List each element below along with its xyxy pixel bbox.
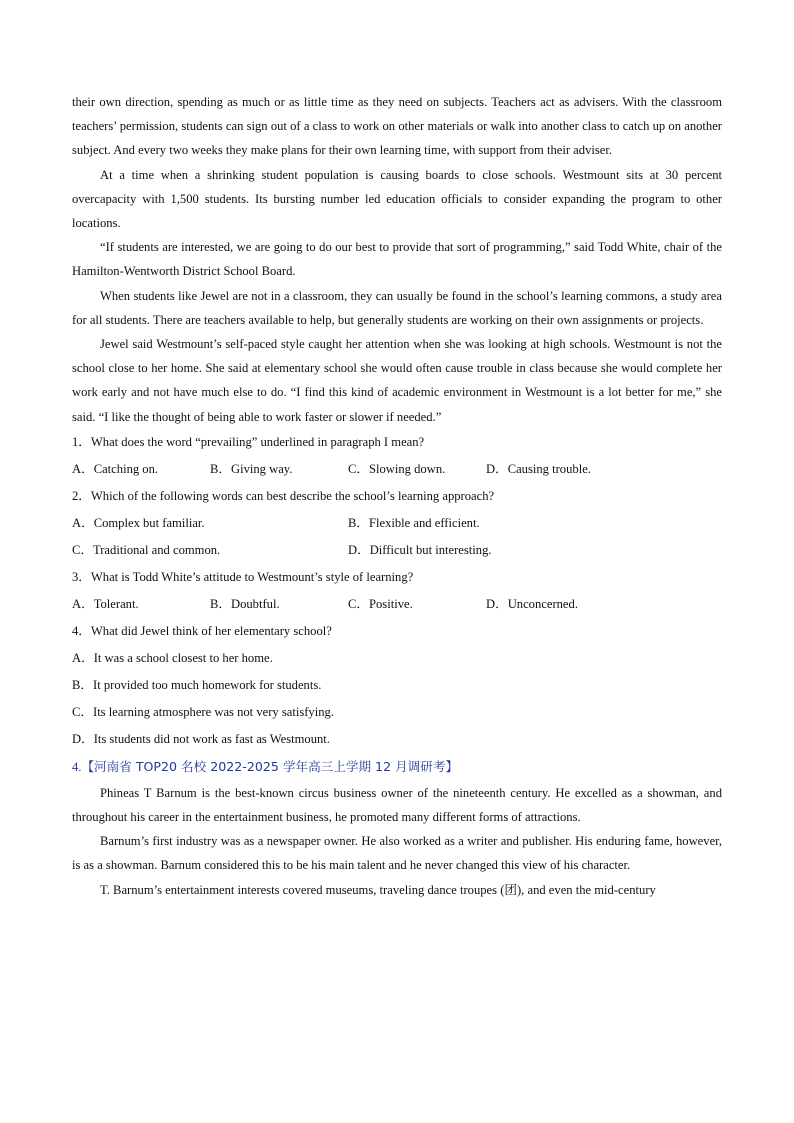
answer-option[interactable]: A．Catching on.: [72, 461, 159, 476]
passage-1: [72, 90, 722, 429]
questions: [72, 429, 722, 753]
answer-option[interactable]: A．Complex but familiar.: [72, 515, 205, 530]
answer-option[interactable]: B．Doubtful.: [210, 596, 280, 611]
paragraph: Barnum’s first industry was as a newspaper owner. He also worked as a writer and publisher. His enduring fame, however, is as a showman. Barnum considered this to be his main talent and he never changed this view of his character.: [72, 834, 722, 873]
answer-option[interactable]: D．Unconcerned.: [486, 596, 578, 611]
options-row: [72, 591, 722, 618]
paragraph: Phineas T Barnum is the best-known circus business owner of the nineteenth century. He excelled as a showman, and throughout his career in the entertainment business, he promoted many different forms of attractions.: [72, 785, 722, 825]
answer-option[interactable]: A．Tolerant.: [72, 596, 139, 611]
passage-2: [72, 781, 722, 902]
answer-option[interactable]: C．Its learning atmosphere was not very satisfying.: [72, 704, 334, 719]
answer-option[interactable]: C．Slowing down.: [348, 461, 446, 476]
answer-option[interactable]: B．Giving way.: [210, 461, 293, 476]
document-page: [72, 90, 722, 902]
paragraph: T. Barnum’s entertainment interests covered museums, traveling dance troupes (团), and even the mid-century: [100, 882, 656, 897]
answer-option[interactable]: A．It was a school closest to her home.: [72, 650, 273, 665]
question-stem: 2．Which of the following words can best describe the school’s learning approach?: [72, 488, 495, 503]
paragraph: Jewel said Westmount’s self-paced style caught her attention when she was looking at high schools. Westmount is not the school close to her home. She said at elementary school she would often cause trouble in class because she would complete her work early and not have much else to do. “I find this kind of academic environment in Westmount is a lot better for me,” she said. “I like the thought of being able to work faster or slower if needed.”: [72, 337, 722, 424]
answer-option[interactable]: D．Its students did not work as fast as Westmount.: [72, 731, 330, 746]
question-stem: 3．What is Todd White’s attitude to Westmount’s style of learning?: [72, 569, 414, 584]
options-row: [72, 456, 722, 483]
paragraph: At a time when a shrinking student population is causing boards to close schools. Westmount sits at 30 percent overcapacity with 1,500 students. Its bursting number led education officials to consider expanding the program to other locations.: [72, 167, 722, 231]
section-title: 【河南省 TOP20 名校 2022-2025 学年高三上学期 12 月调研考】: [81, 758, 459, 774]
paragraph: their own direction, spending as much or as little time as they need on subjects. Teachers act as advisers. With the classroom teachers’ permission, students can sign out of a class to work on other materials or walk into another class to catch up on another subject. And every two weeks they make plans for their own learning time, with support from their adviser.: [72, 95, 722, 158]
answer-option[interactable]: D．Difficult but interesting.: [348, 542, 492, 557]
options-row: [72, 537, 722, 564]
answer-option[interactable]: C．Traditional and common.: [72, 542, 221, 557]
section-heading: [72, 753, 722, 781]
answer-option[interactable]: B．Flexible and efficient.: [348, 515, 480, 530]
answer-option[interactable]: B．It provided too much homework for students.: [72, 677, 322, 692]
question-stem: 4．What did Jewel think of her elementary school?: [72, 623, 332, 638]
paragraph: When students like Jewel are not in a classroom, they can usually be found in the school’s learning commons, a study area for all students. There are teachers available to help, but generally students are working on their own assignments or projects.: [72, 288, 722, 327]
question-stem: 1．What does the word “prevailing” underlined in paragraph I mean?: [72, 434, 425, 449]
answer-option[interactable]: D．Causing trouble.: [486, 461, 591, 476]
paragraph: “If students are interested, we are going to do our best to provide that sort of programming,” said Todd White, chair of the Hamilton-Wentworth District School Board.: [72, 240, 722, 279]
options-row: [72, 510, 722, 537]
section-number: 4.: [72, 759, 82, 774]
answer-option[interactable]: C．Positive.: [348, 596, 413, 611]
